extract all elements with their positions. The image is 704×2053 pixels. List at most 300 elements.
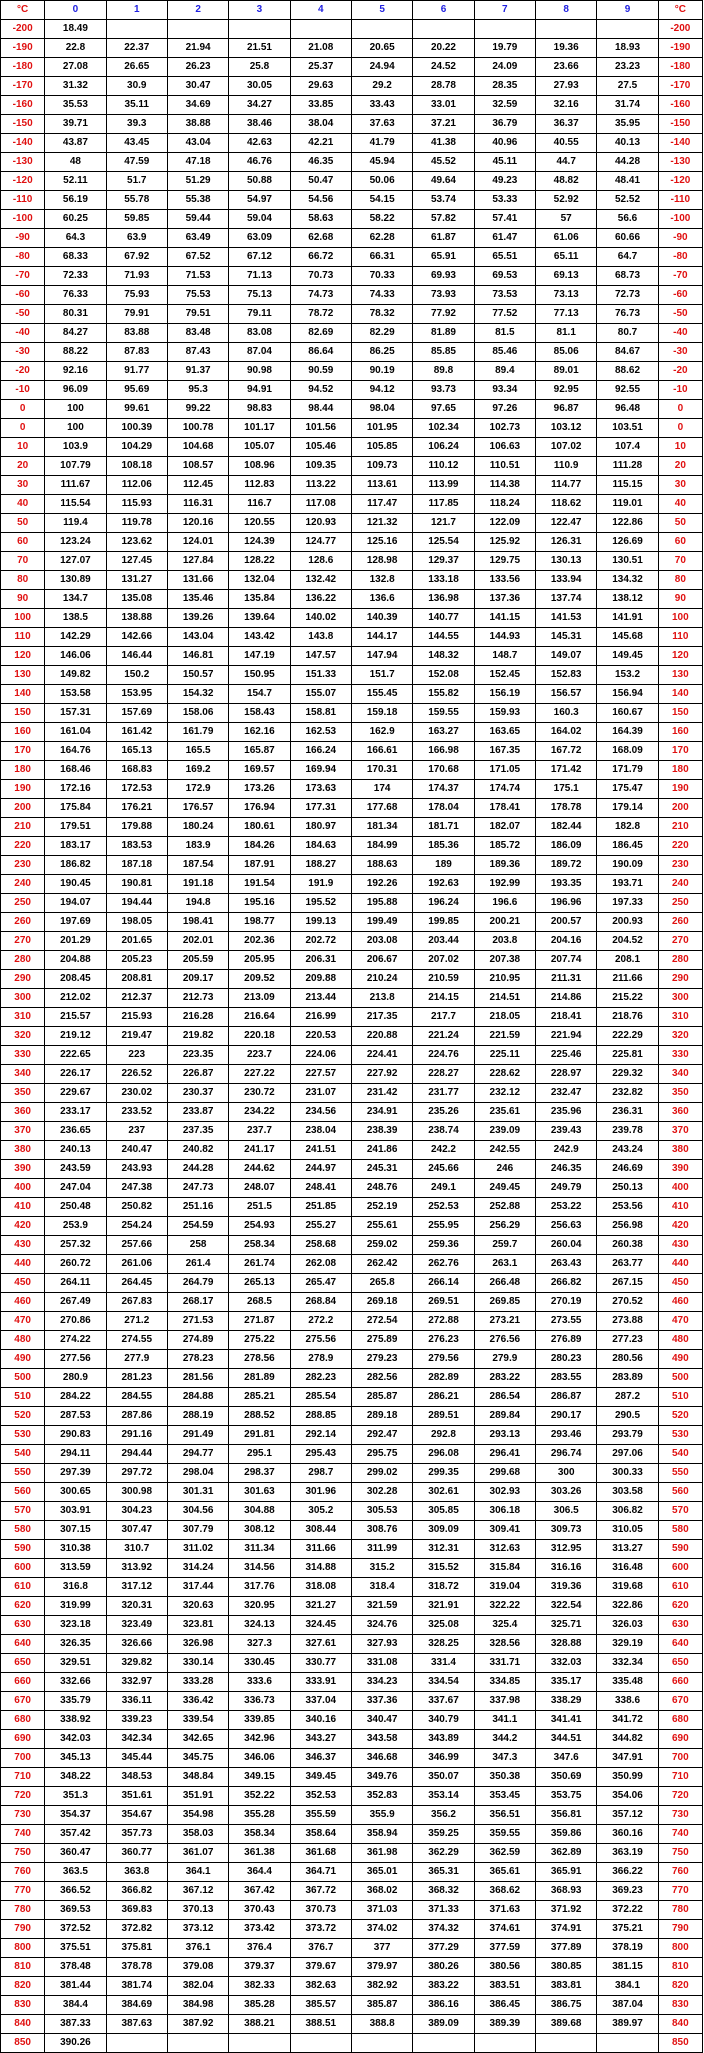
resistance-value: 111.28 (597, 457, 658, 476)
temperature-label-right: 360 (658, 1103, 702, 1122)
resistance-value: 220.18 (229, 1027, 290, 1046)
table-row (1, 1521, 703, 1540)
resistance-value: 177.68 (351, 799, 412, 818)
resistance-value: 246.35 (536, 1160, 597, 1179)
resistance-value: 20.65 (351, 39, 412, 58)
resistance-value: 379.08 (167, 1958, 228, 1977)
table-row (1, 1274, 703, 1293)
table-row (1, 1312, 703, 1331)
resistance-value: 366.52 (45, 1882, 106, 1901)
resistance-value: 278.56 (229, 1350, 290, 1369)
resistance-value: 169.2 (167, 761, 228, 780)
resistance-value: 335.79 (45, 1692, 106, 1711)
temperature-label-left: 410 (1, 1198, 45, 1217)
table-row (1, 191, 703, 210)
resistance-value: 305.53 (351, 1502, 412, 1521)
resistance-value: 221.24 (413, 1027, 474, 1046)
resistance-value: 321.27 (290, 1597, 351, 1616)
resistance-value: 48.82 (536, 172, 597, 191)
resistance-value: 249.79 (536, 1179, 597, 1198)
resistance-value: 350.38 (474, 1768, 535, 1787)
temperature-label-right: 420 (658, 1217, 702, 1236)
resistance-value: 344.2 (474, 1730, 535, 1749)
table-row (1, 1749, 703, 1768)
resistance-value: 75.13 (229, 286, 290, 305)
resistance-value: 51.7 (106, 172, 167, 191)
resistance-value: 272.2 (290, 1312, 351, 1331)
resistance-value: 221.59 (474, 1027, 535, 1046)
resistance-value: 364.4 (229, 1863, 290, 1882)
resistance-value: 374.02 (351, 1920, 412, 1939)
resistance-value (536, 2034, 597, 2053)
resistance-value: 325.08 (413, 1616, 474, 1635)
resistance-value: 353.14 (413, 1787, 474, 1806)
resistance-value: 66.72 (290, 248, 351, 267)
table-row (1, 229, 703, 248)
resistance-value: 56.19 (45, 191, 106, 210)
resistance-value: 371.33 (413, 1901, 474, 1920)
temperature-label-left: 260 (1, 913, 45, 932)
resistance-value: 359.86 (536, 1825, 597, 1844)
resistance-value: 122.86 (597, 514, 658, 533)
resistance-value: 374.32 (413, 1920, 474, 1939)
resistance-value: 307.79 (167, 1521, 228, 1540)
resistance-value: 47.18 (167, 153, 228, 172)
resistance-value: 133.94 (536, 571, 597, 590)
resistance-value: 334.85 (474, 1673, 535, 1692)
temperature-label-left: 720 (1, 1787, 45, 1806)
resistance-value: 129.37 (413, 552, 474, 571)
resistance-value: 258.34 (229, 1236, 290, 1255)
table-row (1, 1331, 703, 1350)
resistance-value: 48.41 (597, 172, 658, 191)
resistance-value: 89.4 (474, 362, 535, 381)
temperature-label-right: 170 (658, 742, 702, 761)
resistance-value: 302.61 (413, 1483, 474, 1502)
resistance-value: 352.53 (290, 1787, 351, 1806)
resistance-value: 313.92 (106, 1559, 167, 1578)
resistance-value: 116.31 (167, 495, 228, 514)
resistance-value: 372.22 (597, 1901, 658, 1920)
temperature-label-left: 700 (1, 1749, 45, 1768)
resistance-value: 389.68 (536, 2015, 597, 2034)
resistance-value: 272.88 (413, 1312, 474, 1331)
resistance-value: 314.24 (167, 1559, 228, 1578)
temperature-label-left: 820 (1, 1977, 45, 1996)
temperature-label-right: -30 (658, 343, 702, 362)
resistance-value (413, 2034, 474, 2053)
temperature-label-left: 120 (1, 647, 45, 666)
resistance-value: 361.38 (229, 1844, 290, 1863)
resistance-value: 24.52 (413, 58, 474, 77)
resistance-value: 284.55 (106, 1388, 167, 1407)
temperature-label-left: 180 (1, 761, 45, 780)
temperature-label-left: -80 (1, 248, 45, 267)
resistance-value: 387.04 (597, 1996, 658, 2015)
resistance-value: 113.22 (290, 476, 351, 495)
resistance-value: 50.06 (351, 172, 412, 191)
resistance-value: 179.88 (106, 818, 167, 837)
resistance-value: 218.41 (536, 1008, 597, 1027)
resistance-value: 347.91 (597, 1749, 658, 1768)
resistance-value: 345.13 (45, 1749, 106, 1768)
resistance-value: 336.42 (167, 1692, 228, 1711)
resistance-value: 387.33 (45, 2015, 106, 2034)
table-row (1, 761, 703, 780)
temperature-label-left: -70 (1, 267, 45, 286)
resistance-value: 115.54 (45, 495, 106, 514)
resistance-value: 166.61 (351, 742, 412, 761)
resistance-value: 31.32 (45, 77, 106, 96)
resistance-value: 343.58 (351, 1730, 412, 1749)
resistance-value: 90.98 (229, 362, 290, 381)
resistance-value: 373.42 (229, 1920, 290, 1939)
resistance-value: 264.79 (167, 1274, 228, 1293)
table-row (1, 552, 703, 571)
resistance-value: 348.84 (167, 1768, 228, 1787)
table-row (1, 134, 703, 153)
table-row (1, 1787, 703, 1806)
temperature-label-right: 720 (658, 1787, 702, 1806)
temperature-label-left: 590 (1, 1540, 45, 1559)
resistance-value: 229.32 (597, 1065, 658, 1084)
resistance-value: 350.69 (536, 1768, 597, 1787)
resistance-value: 245.66 (413, 1160, 474, 1179)
table-row (1, 419, 703, 438)
resistance-value: 120.93 (290, 514, 351, 533)
resistance-value: 147.19 (229, 647, 290, 666)
temperature-label-right: 220 (658, 837, 702, 856)
resistance-value: 139.26 (167, 609, 228, 628)
temperature-label-left: 580 (1, 1521, 45, 1540)
resistance-value: 25.8 (229, 58, 290, 77)
resistance-value: 263.1 (474, 1255, 535, 1274)
resistance-value: 268.84 (290, 1293, 351, 1312)
resistance-value: 372.52 (45, 1920, 106, 1939)
resistance-value: 164.76 (45, 742, 106, 761)
resistance-value: 237.7 (229, 1122, 290, 1141)
resistance-value: 151.33 (290, 666, 351, 685)
resistance-value: 92.95 (536, 381, 597, 400)
resistance-value: 43.04 (167, 134, 228, 153)
resistance-value: 367.72 (290, 1882, 351, 1901)
resistance-value: 67.92 (106, 248, 167, 267)
temperature-label-left: 0 (1, 419, 45, 438)
resistance-value: 189.36 (474, 856, 535, 875)
resistance-value: 260.04 (536, 1236, 597, 1255)
resistance-value: 293.79 (597, 1426, 658, 1445)
resistance-value: 303.58 (597, 1483, 658, 1502)
table-row (1, 913, 703, 932)
resistance-value: 86.64 (290, 343, 351, 362)
resistance-value: 127.07 (45, 552, 106, 571)
resistance-value: 228.27 (413, 1065, 474, 1084)
table-row (1, 324, 703, 343)
resistance-value: 362.29 (413, 1844, 474, 1863)
resistance-value: 346.99 (413, 1749, 474, 1768)
temperature-label-left: -40 (1, 324, 45, 343)
resistance-value: 247.73 (167, 1179, 228, 1198)
resistance-value: 287.53 (45, 1407, 106, 1426)
temperature-label-left: 780 (1, 1901, 45, 1920)
resistance-value: 263.77 (597, 1255, 658, 1274)
resistance-value: 227.57 (290, 1065, 351, 1084)
resistance-value: 174 (351, 780, 412, 799)
table-row (1, 1008, 703, 1027)
resistance-value: 201.65 (106, 932, 167, 951)
resistance-value: 254.24 (106, 1217, 167, 1236)
resistance-value: 247.04 (45, 1179, 106, 1198)
resistance-value: 371.03 (351, 1901, 412, 1920)
temperature-label-left: 830 (1, 1996, 45, 2015)
table-row (1, 837, 703, 856)
resistance-value: 254.59 (167, 1217, 228, 1236)
resistance-value: 126.69 (597, 533, 658, 552)
resistance-value: 125.54 (413, 533, 474, 552)
resistance-value: 209.17 (167, 970, 228, 989)
temperature-label-left: 690 (1, 1730, 45, 1749)
resistance-value: 248.76 (351, 1179, 412, 1198)
resistance-value: 278.23 (167, 1350, 228, 1369)
table-row (1, 1578, 703, 1597)
resistance-value: 91.37 (167, 362, 228, 381)
resistance-value: 382.33 (229, 1977, 290, 1996)
resistance-value: 69.53 (474, 267, 535, 286)
resistance-value: 163.27 (413, 723, 474, 742)
resistance-value: 136.22 (290, 590, 351, 609)
resistance-value: 93.34 (474, 381, 535, 400)
table-row (1, 1046, 703, 1065)
temperature-label-right: 550 (658, 1464, 702, 1483)
resistance-value: 313.59 (45, 1559, 106, 1578)
resistance-value: 33.85 (290, 96, 351, 115)
resistance-value: 341.72 (597, 1711, 658, 1730)
resistance-value: 229.67 (45, 1084, 106, 1103)
table-row (1, 20, 703, 39)
resistance-value: 384.69 (106, 1996, 167, 2015)
resistance-value: 97.26 (474, 400, 535, 419)
temperature-label-left: 0 (1, 400, 45, 419)
resistance-value: 379.37 (229, 1958, 290, 1977)
resistance-value: 333.28 (167, 1673, 228, 1692)
resistance-value: 225.46 (536, 1046, 597, 1065)
temperature-label-left: 130 (1, 666, 45, 685)
resistance-value: 307.47 (106, 1521, 167, 1540)
resistance-value: 73.13 (536, 286, 597, 305)
resistance-value: 377.29 (413, 1939, 474, 1958)
table-row (1, 1426, 703, 1445)
temperature-label-left: -10 (1, 381, 45, 400)
resistance-value: 282.23 (290, 1369, 351, 1388)
resistance-value: 170.31 (351, 761, 412, 780)
resistance-value: 145.31 (536, 628, 597, 647)
temperature-label-left: 110 (1, 628, 45, 647)
resistance-value: 195.52 (290, 894, 351, 913)
resistance-value: 231.77 (413, 1084, 474, 1103)
resistance-value: 363.19 (597, 1844, 658, 1863)
table-row (1, 438, 703, 457)
resistance-value: 343.27 (290, 1730, 351, 1749)
resistance-value: 343.89 (413, 1730, 474, 1749)
resistance-value: 338.92 (45, 1711, 106, 1730)
resistance-value: 141.53 (536, 609, 597, 628)
resistance-value: 172.16 (45, 780, 106, 799)
table-row (1, 1236, 703, 1255)
resistance-value: 34.27 (229, 96, 290, 115)
resistance-value: 125.92 (474, 533, 535, 552)
temperature-label-right: 150 (658, 704, 702, 723)
resistance-value: 104.68 (167, 438, 228, 457)
table-row (1, 2034, 703, 2053)
resistance-value: 351.3 (45, 1787, 106, 1806)
resistance-value: 262.76 (413, 1255, 474, 1274)
resistance-value: 240.13 (45, 1141, 106, 1160)
resistance-value: 274.55 (106, 1331, 167, 1350)
temperature-label-right: 190 (658, 780, 702, 799)
resistance-value: 31.74 (597, 96, 658, 115)
table-row (1, 267, 703, 286)
resistance-value: 384.98 (167, 1996, 228, 2015)
resistance-value: 378.48 (45, 1958, 106, 1977)
resistance-value: 380.26 (413, 1958, 474, 1977)
temperature-label-right: 0 (658, 419, 702, 438)
resistance-value: 215.57 (45, 1008, 106, 1027)
resistance-value: 335.48 (597, 1673, 658, 1692)
resistance-value: 317.12 (106, 1578, 167, 1597)
resistance-value: 233.17 (45, 1103, 106, 1122)
resistance-value: 178.04 (413, 799, 474, 818)
temperature-label-left: 10 (1, 438, 45, 457)
temperature-label-left: 50 (1, 514, 45, 533)
temperature-label-right: -160 (658, 96, 702, 115)
resistance-value: 203.44 (413, 932, 474, 951)
resistance-value: 51.29 (167, 172, 228, 191)
resistance-value: 100.78 (167, 419, 228, 438)
resistance-value: 168.09 (597, 742, 658, 761)
resistance-value: 273.55 (536, 1312, 597, 1331)
resistance-value: 232.82 (597, 1084, 658, 1103)
resistance-value: 83.08 (229, 324, 290, 343)
table-row (1, 856, 703, 875)
table-row (1, 818, 703, 837)
resistance-value: 69.93 (413, 267, 474, 286)
resistance-value: 239.43 (536, 1122, 597, 1141)
resistance-value: 262.42 (351, 1255, 412, 1274)
resistance-value: 122.09 (474, 514, 535, 533)
resistance-value: 60.25 (45, 210, 106, 229)
resistance-value: 147.57 (290, 647, 351, 666)
table-row (1, 1179, 703, 1198)
resistance-value: 190.45 (45, 875, 106, 894)
resistance-value: 130.51 (597, 552, 658, 571)
temperature-label-right: 470 (658, 1312, 702, 1331)
resistance-value: 157.31 (45, 704, 106, 723)
table-row (1, 343, 703, 362)
resistance-value: 234.22 (229, 1103, 290, 1122)
resistance-value: 41.79 (351, 134, 412, 153)
resistance-value: 300.98 (106, 1483, 167, 1502)
resistance-value: 365.91 (536, 1863, 597, 1882)
temperature-label-left: 380 (1, 1141, 45, 1160)
table-row (1, 1844, 703, 1863)
resistance-value: 378.78 (106, 1958, 167, 1977)
resistance-value: 267.15 (597, 1274, 658, 1293)
resistance-value: 246.69 (597, 1160, 658, 1179)
resistance-value: 357.12 (597, 1806, 658, 1825)
resistance-value: 156.57 (536, 685, 597, 704)
resistance-value: 256.29 (474, 1217, 535, 1236)
resistance-value: 263.43 (536, 1255, 597, 1274)
resistance-value: 119.4 (45, 514, 106, 533)
resistance-value: 29.2 (351, 77, 412, 96)
resistance-value: 288.85 (290, 1407, 351, 1426)
resistance-value: 351.61 (106, 1787, 167, 1806)
resistance-value (167, 20, 228, 39)
resistance-value: 280.56 (597, 1350, 658, 1369)
table-row (1, 1920, 703, 1939)
temperature-label-right: 100 (658, 609, 702, 628)
temperature-label-left: -50 (1, 305, 45, 324)
resistance-value: 242.2 (413, 1141, 474, 1160)
temperature-label-left: -20 (1, 362, 45, 381)
resistance-value: 375.81 (106, 1939, 167, 1958)
resistance-value: 314.88 (290, 1559, 351, 1578)
resistance-value: 146.44 (106, 647, 167, 666)
resistance-value: 65.51 (474, 248, 535, 267)
resistance-value: 18.49 (45, 20, 106, 39)
resistance-value: 95.3 (167, 381, 228, 400)
resistance-value: 321.91 (413, 1597, 474, 1616)
resistance-value: 318.08 (290, 1578, 351, 1597)
resistance-value: 316.8 (45, 1578, 106, 1597)
resistance-value: 277.56 (45, 1350, 106, 1369)
resistance-value: 349.15 (229, 1768, 290, 1787)
resistance-value: 92.55 (597, 381, 658, 400)
temperature-label-right: 770 (658, 1882, 702, 1901)
resistance-value: 147.94 (351, 647, 412, 666)
resistance-value: 137.36 (474, 590, 535, 609)
resistance-value: 37.21 (413, 115, 474, 134)
resistance-value: 106.24 (413, 438, 474, 457)
resistance-value: 387.63 (106, 2015, 167, 2034)
temperature-label-left: 200 (1, 799, 45, 818)
table-row (1, 1122, 703, 1141)
resistance-value: 131.27 (106, 571, 167, 590)
resistance-value: 206.67 (351, 951, 412, 970)
resistance-value: 172.9 (167, 780, 228, 799)
resistance-value (413, 20, 474, 39)
resistance-value: 202.36 (229, 932, 290, 951)
resistance-value: 319.04 (474, 1578, 535, 1597)
resistance-value: 272.54 (351, 1312, 412, 1331)
resistance-value: 89.8 (413, 362, 474, 381)
temperature-label-left: 20 (1, 457, 45, 476)
resistance-value: 169.94 (290, 761, 351, 780)
resistance-value: 141.91 (597, 609, 658, 628)
temperature-label-left: 630 (1, 1616, 45, 1635)
resistance-value: 91.77 (106, 362, 167, 381)
resistance-value: 212.73 (167, 989, 228, 1008)
temperature-label-left: 530 (1, 1426, 45, 1445)
resistance-value: 265.47 (290, 1274, 351, 1293)
resistance-value: 308.76 (351, 1521, 412, 1540)
temperature-label-right: 490 (658, 1350, 702, 1369)
resistance-value: 115.15 (597, 476, 658, 495)
table-row (1, 172, 703, 191)
resistance-value: 76.33 (45, 286, 106, 305)
resistance-value: 215.22 (597, 989, 658, 1008)
temperature-label-left: 300 (1, 989, 45, 1008)
